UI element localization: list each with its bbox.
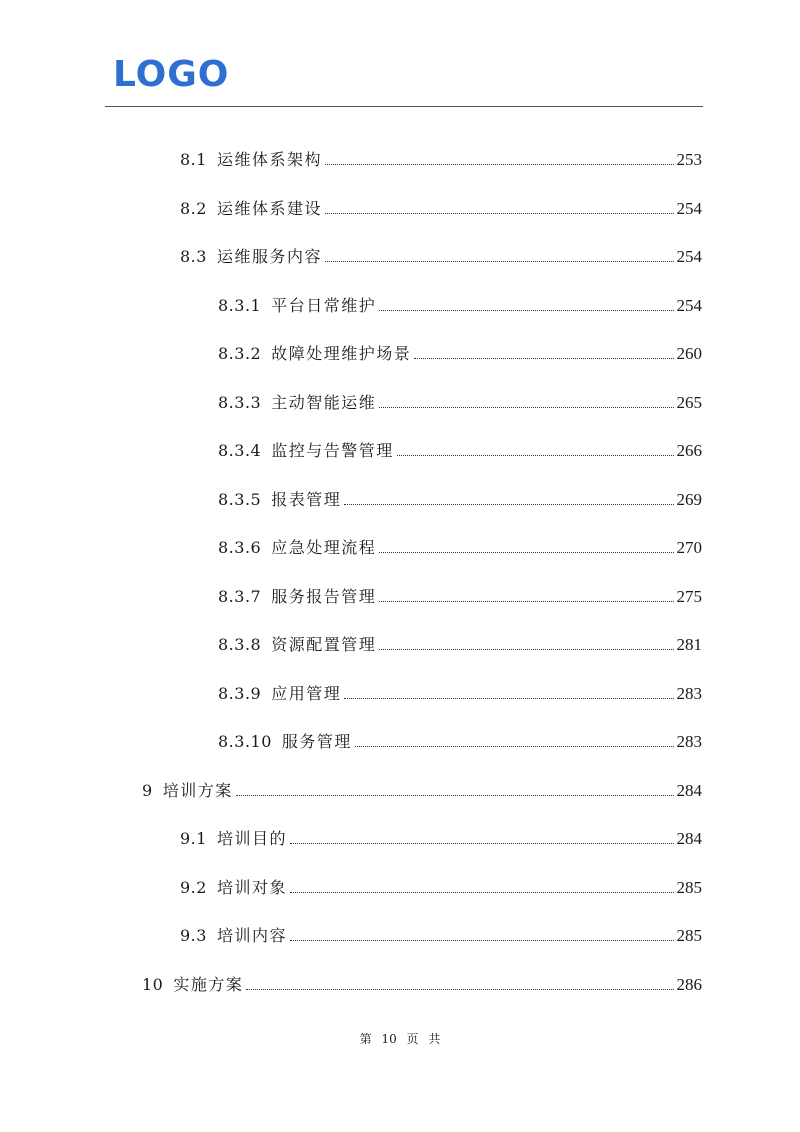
toc-dot-leader — [325, 261, 674, 262]
toc-entry-title: 服务报告管理 — [271, 586, 377, 606]
toc-entry-page: 266 — [676, 441, 702, 460]
footer-unit: 页 — [406, 1032, 419, 1046]
toc-entry-page: 265 — [676, 392, 702, 412]
toc-entry-number: 8.3.4 — [218, 441, 262, 460]
toc-dot-leader — [379, 407, 673, 408]
toc-entry[interactable] — [180, 924, 702, 948]
toc-entry-page: 284 — [676, 829, 702, 848]
toc-entry-page: 269 — [676, 489, 702, 509]
toc-dot-leader — [344, 504, 673, 505]
toc-entry-number: 8.3.5 — [218, 489, 262, 509]
toc-dot-leader — [379, 310, 673, 311]
toc-dot-leader — [397, 455, 674, 456]
toc-dot-leader — [236, 795, 674, 796]
toc-dot-leader — [325, 213, 674, 214]
toc-entry-page: 285 — [676, 926, 702, 945]
toc-entry[interactable] — [218, 633, 702, 657]
toc-entry-title: 平台日常维护 — [271, 295, 377, 315]
toc-entry-title: 监控与告警管理 — [271, 441, 394, 460]
toc-dot-leader — [355, 746, 674, 747]
toc-entry-page: 275 — [676, 586, 702, 606]
footer-page-number: 10 — [381, 1032, 397, 1046]
toc-entry-number: 8.3.7 — [218, 586, 262, 606]
toc-entry[interactable] — [218, 488, 702, 512]
toc-entry-title: 应急处理流程 — [271, 538, 377, 557]
toc-entry-number: 8.3.9 — [218, 683, 262, 703]
toc-entry[interactable] — [180, 245, 702, 269]
toc-entry[interactable] — [218, 439, 702, 463]
toc-entry-number: 8.3.6 — [218, 538, 262, 557]
toc-entry[interactable] — [218, 585, 702, 609]
toc-entry-page: 254 — [676, 295, 702, 315]
toc-entry[interactable] — [180, 827, 702, 851]
toc-entry-page: 270 — [676, 538, 702, 557]
toc-entry-number: 8.3 — [180, 247, 207, 266]
toc-entry[interactable] — [218, 682, 702, 706]
toc-entry[interactable] — [142, 779, 702, 803]
toc-entry[interactable] — [180, 148, 702, 172]
toc-entry-page: 283 — [676, 732, 702, 751]
toc-entry-number: 9.1 — [180, 829, 207, 848]
toc-entry-page: 253 — [676, 150, 702, 169]
toc-entry-title: 故障处理维护场景 — [271, 344, 412, 363]
toc-entry-number: 8.3.2 — [218, 344, 262, 363]
toc-entry-title: 运维体系架构 — [216, 150, 322, 169]
toc-entry-title: 培训对象 — [216, 877, 287, 897]
toc-entry[interactable] — [218, 294, 702, 318]
toc-entry[interactable] — [180, 197, 702, 221]
footer-suffix: 共 — [428, 1032, 441, 1046]
toc-entry-title: 培训方案 — [162, 780, 233, 800]
toc-dot-leader — [379, 601, 673, 602]
toc-dot-leader — [290, 940, 674, 941]
toc-entry-number: 8.3.8 — [218, 635, 262, 654]
toc-entry-title: 运维体系建设 — [216, 198, 322, 218]
toc-entry-page: 286 — [676, 974, 702, 994]
toc-entry[interactable] — [142, 973, 702, 997]
logo: LOGO — [113, 54, 230, 95]
toc-entry-title: 实施方案 — [173, 974, 244, 994]
toc-entry-page: 284 — [676, 780, 702, 800]
toc-entry[interactable] — [218, 536, 702, 560]
toc-entry-number: 8.3.3 — [218, 392, 262, 412]
toc-entry-title: 培训内容 — [216, 926, 287, 945]
toc-entry-title: 应用管理 — [271, 683, 342, 703]
toc-entry-number: 10 — [142, 974, 164, 994]
toc-entry-page: 281 — [676, 635, 702, 654]
toc-dot-leader — [414, 358, 673, 359]
toc-entry-number: 8.1 — [180, 150, 207, 169]
footer-prefix: 第 — [359, 1032, 372, 1046]
toc-entry-page: 283 — [676, 683, 702, 703]
page-footer — [0, 1030, 800, 1048]
toc-dot-leader — [246, 989, 673, 990]
toc-entry-page: 260 — [676, 344, 702, 363]
toc-entry[interactable] — [218, 730, 702, 754]
toc-dot-leader — [290, 843, 674, 844]
toc-entry-number: 8.3.1 — [218, 295, 262, 315]
toc-dot-leader — [325, 164, 674, 165]
toc-entry[interactable] — [218, 391, 702, 415]
toc-dot-leader — [379, 649, 673, 650]
toc-dot-leader — [290, 892, 674, 893]
toc-entry-page: 254 — [676, 198, 702, 218]
toc-entry[interactable] — [180, 876, 702, 900]
toc-entry-title: 主动智能运维 — [271, 392, 377, 412]
toc-entry-number: 9 — [142, 780, 153, 800]
toc-entry-title: 服务管理 — [281, 732, 352, 751]
toc-entry-title: 运维服务内容 — [216, 247, 322, 266]
toc-entry-number: 8.2 — [180, 198, 207, 218]
toc-entry-title: 报表管理 — [271, 489, 342, 509]
toc-entry-title: 培训目的 — [216, 829, 287, 848]
toc-entry[interactable] — [218, 342, 702, 366]
toc-entry-page: 285 — [676, 877, 702, 897]
toc-dot-leader — [379, 552, 673, 553]
toc-entry-number: 9.3 — [180, 926, 207, 945]
toc-entry-number: 8.3.10 — [218, 732, 272, 751]
toc-entry-number: 9.2 — [180, 877, 207, 897]
toc-dot-leader — [344, 698, 673, 699]
toc-entry-page: 254 — [676, 247, 702, 266]
toc-entry-title: 资源配置管理 — [271, 635, 377, 654]
